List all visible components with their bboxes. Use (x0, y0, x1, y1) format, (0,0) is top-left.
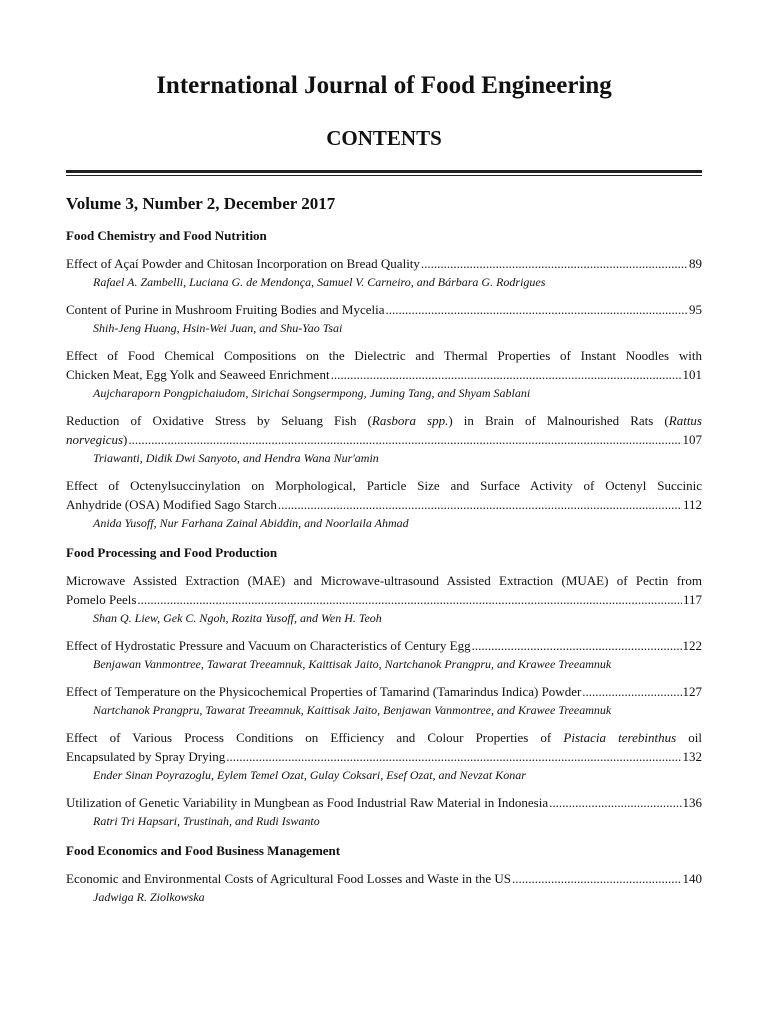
entry-page: 136 (682, 795, 702, 810)
leader-dots (331, 365, 682, 384)
entry-authors: Shan Q. Liew, Gek C. Ngoh, Rozita Yusoff, and Wen H. Teoh (93, 611, 382, 625)
entry-authors: Benjawan Vanmontree, Tawarat Treeamnuk, Kaittisak Jaito, Nartchanok Prangpru, and Krawee Treeamnuk (93, 657, 612, 671)
entry-title-line (66, 869, 702, 888)
entry-title-line (66, 793, 702, 812)
leader-dots (512, 869, 682, 888)
entry-title-line (66, 300, 702, 319)
section-heading: Food Chemistry and Food Nutrition (66, 228, 267, 243)
entry-title-first-line: Effect of Food Chemical Compositions on the Dielectric and Thermal Properties of Instant Noodles with (66, 348, 702, 363)
entry-page: 112 (682, 497, 702, 512)
entry-authors: Anida Yusoff, Nur Farhana Zainal Abiddin, and Noorlaila Ahmad (93, 516, 409, 530)
entry-title: Anhydride (OSA) Modified Sago Starch (66, 497, 277, 512)
entry-authors: Jadwiga R. Ziolkowska (93, 890, 205, 904)
leader-dots (582, 682, 681, 701)
entry-title: Encapsulated by Spray Drying (66, 749, 226, 764)
toc-entry (66, 728, 702, 784)
entry-title-first-line (66, 728, 702, 747)
header-rule-thin (66, 175, 702, 176)
entry-title-line (66, 365, 702, 384)
entry-title: Economic and Environmental Costs of Agricultural Food Losses and Waste in the US (66, 871, 511, 886)
entry-title-line (66, 254, 702, 273)
section-heading: Food Processing and Food Production (66, 545, 278, 560)
entry-page: 89 (689, 256, 702, 271)
entry-title-first-line: Effect of Octenylsuccinylation on Morphological, Particle Size and Surface Activity of Octenyl Succinic (66, 478, 702, 493)
leader-dots (421, 254, 688, 273)
entry-authors: Triawanti, Didik Dwi Sanyoto, and Hendra Wana Nur'amin (93, 451, 379, 465)
entry-title: Effect of Hydrostatic Pressure and Vacuum on Characteristics of Century Egg (66, 638, 471, 653)
toc-entry (66, 476, 702, 532)
title-species: Pistacia terebinthus (563, 730, 677, 745)
entry-title: Effect of Temperature on the Physicochemical Properties of Tamarind (Tamarindus Indica) Powder (66, 684, 582, 699)
toc-entry (66, 411, 702, 467)
entry-page: 95 (689, 302, 702, 317)
leader-dots (472, 636, 682, 655)
section-heading: Food Economics and Food Business Management (66, 843, 341, 858)
leader-dots (278, 495, 682, 514)
title-text: ) in Brain of Malnourished Rats ( (448, 413, 669, 428)
entry-page: 122 (682, 638, 702, 653)
leader-dots (128, 430, 681, 449)
toc-entry (66, 636, 702, 673)
entry-title: Utilization of Genetic Variability in Mungbean as Food Industrial Raw Material in Indonesia (66, 795, 549, 810)
toc-entry (66, 869, 702, 906)
entry-title-line (66, 682, 702, 701)
entry-title-line (66, 747, 702, 766)
title-text: ) (123, 432, 128, 447)
entry-authors: Ratri Tri Hapsari, Trustinah, and Rudi Iswanto (93, 814, 320, 828)
title-text: Reduction of Oxidative Stress by Seluang Fish ( (66, 413, 372, 428)
toc-entry (66, 346, 702, 402)
entry-title-first-line (66, 411, 702, 430)
title-text: oil (688, 730, 703, 745)
toc-entry (66, 254, 702, 291)
entry-page: 107 (682, 432, 702, 447)
entry-title-line (66, 495, 702, 514)
toc-entry (66, 300, 702, 337)
entry-title-first-line: Microwave Assisted Extraction (MAE) and Microwave-ultrasound Assisted Extraction (MUAE) of Pectin from (66, 573, 702, 588)
entry-page: 127 (682, 684, 702, 699)
leader-dots (137, 590, 682, 609)
toc-entry (66, 682, 702, 719)
title-species: norvegicus (66, 432, 124, 447)
entry-title: Content of Purine in Mushroom Fruiting Bodies and Mycelia (66, 302, 385, 317)
entry-title: Chicken Meat, Egg Yolk and Seaweed Enrichment (66, 367, 330, 382)
volume-info: Volume 3, Number 2, December 2017 (66, 194, 336, 213)
entry-page: 101 (682, 367, 702, 382)
contents-heading: CONTENTS (326, 126, 442, 150)
entry-page: 132 (682, 749, 702, 764)
title-text: Effect of Various Process Conditions on Efficiency and Colour Properties of (66, 730, 552, 745)
entry-title: Effect of Açaí Powder and Chitosan Incorporation on Bread Quality (66, 256, 420, 271)
entry-authors: Aujcharaporn Pongpichaiudom, Sirichai Songsermpong, Juming Tang, and Shyam Sablani (93, 386, 531, 400)
entry-authors: Ender Sinan Poyrazoglu, Eylem Temel Ozat, Gulay Coksari, Esef Ozat, and Nevzat Konar (93, 768, 526, 782)
toc-entry (66, 571, 702, 627)
entry-authors: Nartchanok Prangpru, Tawarat Treeamnuk, Kaittisak Jaito, Benjawan Vanmontree, and Krawee Treeamnuk (93, 703, 612, 717)
title-species: Rasbora spp. (371, 413, 449, 428)
entry-title-line (66, 636, 702, 655)
entry-authors: Rafael A. Zambelli, Luciana G. de Mendonça, Samuel V. Carneiro, and Bárbara G. Rodrigues (93, 275, 546, 289)
entry-page: 117 (682, 592, 702, 607)
entry-title (66, 430, 127, 449)
toc-entry (66, 793, 702, 830)
entry-title-line (66, 590, 702, 609)
leader-dots (226, 747, 681, 766)
entry-page: 140 (682, 871, 702, 886)
header-rule-thick (66, 170, 702, 173)
entry-authors: Shih-Jeng Huang, Hsin-Wei Juan, and Shu-Yao Tsai (93, 321, 343, 335)
leader-dots (549, 793, 681, 812)
entry-title: Pomelo Peels (66, 592, 137, 607)
title-species: Rattus (668, 413, 702, 428)
entry-title-line (66, 430, 702, 449)
journal-title: International Journal of Food Engineering (156, 72, 612, 99)
leader-dots (385, 300, 688, 319)
